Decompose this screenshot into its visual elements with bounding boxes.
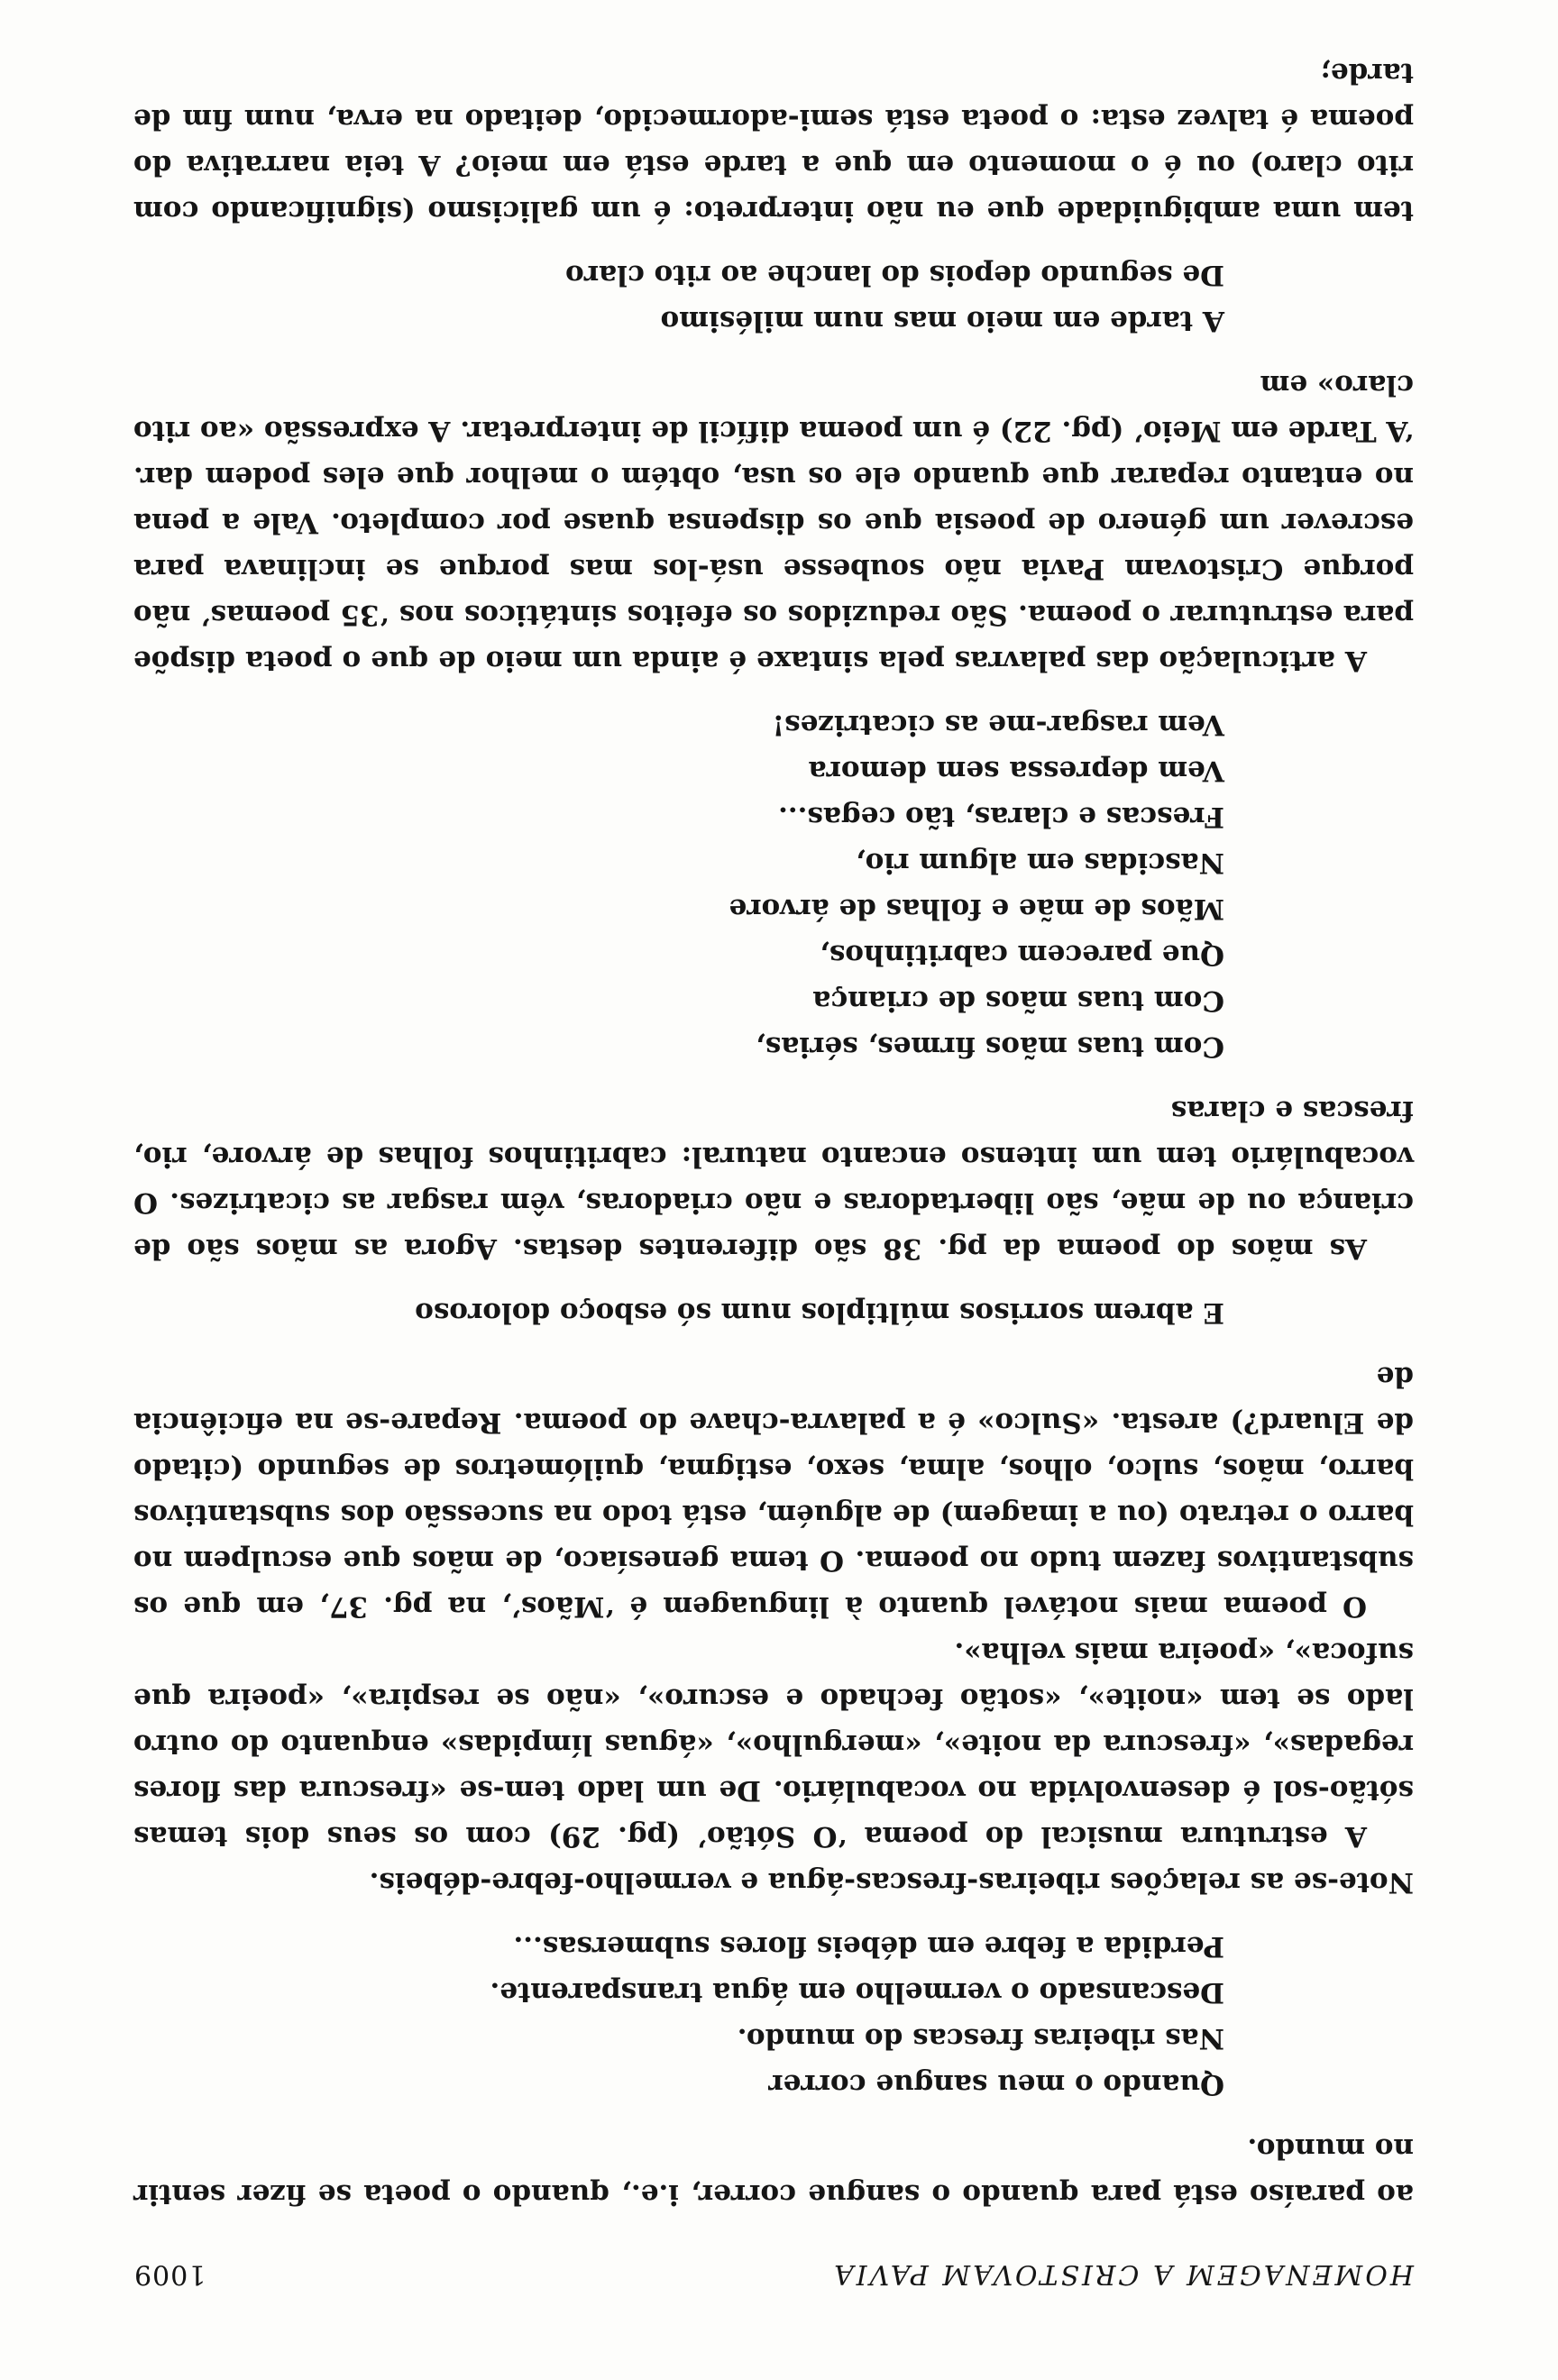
verse-line: Com tuas mãos firmes, sérias, <box>756 1030 1224 1063</box>
page-content <box>133 50 1414 2290</box>
verse-line: Frescas e claras, tão cegas... <box>778 801 1224 833</box>
page-number: 1009 <box>133 2258 206 2290</box>
verse-line: A tarde em meio mas num milésimo <box>660 305 1224 337</box>
verse-line: Descansado o vermelho em água transparente. <box>490 1976 1224 2009</box>
verse-line: De segundo depois do lanche ao rito claro <box>565 259 1224 291</box>
verse-line: Mãos de mãe e folhas de árvore <box>729 892 1224 925</box>
verse-line: Nas ribeiras frescas do mundo. <box>737 2022 1224 2055</box>
running-header <box>133 2258 1414 2290</box>
verse-quote-3 <box>133 701 1224 1069</box>
verse-quote-2 <box>133 1289 1224 1335</box>
paragraph-6: A articulação das palavras pela sintaxe é ainda um meio de que o poeta dispõe para estruturar o poema. São reduzidos os efeitos sintáticos nos ‘35 poemas’ não porque Cristovam Pavia não soubesse usá-los mas porque se inclinava para escrever um género de poesia que os dispensa quase por completo. Vale a pena no entanto reparar que quando ele os usa, obtém o melhor que eles podem dar. ‘A Tarde em Meio’ (pg. 22) é um poema difícil de interpretar. A expressão «ao rito claro» em <box>133 369 1414 677</box>
verse-line: Vem rasgar-me as cicatrizes! <box>772 709 1224 741</box>
verse-line: Quando o meu sangue correr <box>768 2068 1224 2101</box>
running-title: HOMENAGEM A CRISTOVAM PAVIA <box>831 2258 1414 2290</box>
verse-line: E abrem sorrisos múltiplos num só esboço doloroso <box>415 1296 1224 1329</box>
verse-line: Nascidas em algum rio, <box>855 847 1224 879</box>
verse-quote-1 <box>133 1923 1224 2107</box>
paragraph-1: ao paraíso está para quando o sangue correr, i.e., quando o poeta se fizer sentir no mundo. <box>133 2132 1414 2211</box>
verse-line: Que parecem cabritinhos, <box>820 938 1224 971</box>
paragraph-7: tem uma ambiguidade que eu não interpreto: é um galicismo (significando com rito claro) ou é o momento em que a tarde está em meio? A teia narrativa do poema é talvez esta: o poeta está semi-adormecido, deitado na erva, num fim de tarde; <box>133 57 1414 227</box>
verse-line: Com tuas mãos de criança <box>812 984 1224 1017</box>
paragraph-5: As mãos do poema da pg. 38 são diferentes destas. Agora as mãos são de criança ou de mãe, são libertadoras e não criadoras, vêm rasgar as cicatrizes. O vocabulário tem um intenso encanto natural: cabritinhos folhas de árvore, rio, frescas e claras <box>133 1094 1414 1265</box>
verse-quote-4 <box>133 252 1224 343</box>
verse-line: Vem depressa sem demora <box>808 755 1224 787</box>
paragraph-3: A estrutura musical do poema ‘O Sótão’ (pg. 29) com os seus dois temas sótão-sol é desenvolvida no vocabulário. De um lado tem-se «frescura das flores regadas», «frescura da noite», «mergulho», «águas límpidas» enquanto do outro lado se tem «noite», «sotão fechado e escuro», «não se respira», «poeira que sufoca», «poeira mais velha». <box>133 1636 1414 1853</box>
verse-line: Perdida a febre em débeis flores submersas... <box>513 1930 1224 1963</box>
paragraph-4: O poema mais notável quanto à linguagem é ‘Mãos’, na pg. 37, em que os substantivos fazem tudo no poema. O tema genesíaco, de mãos que esculpem no barro o retrato (ou a imagem) de alguém, está todo na sucessão dos substantivos barro, mãos, sulco, olhos, alma, sexo, estigma, quilómetros de segundo (citado de Eluard?) aresta. «Sulco» é a palavra-chave do poema. Repare-se na eficiência de <box>133 1360 1414 1623</box>
paragraph-2: Note-se as relações ribeiras-frescas-água e vermelho-febre-débeis. <box>369 1866 1414 1899</box>
